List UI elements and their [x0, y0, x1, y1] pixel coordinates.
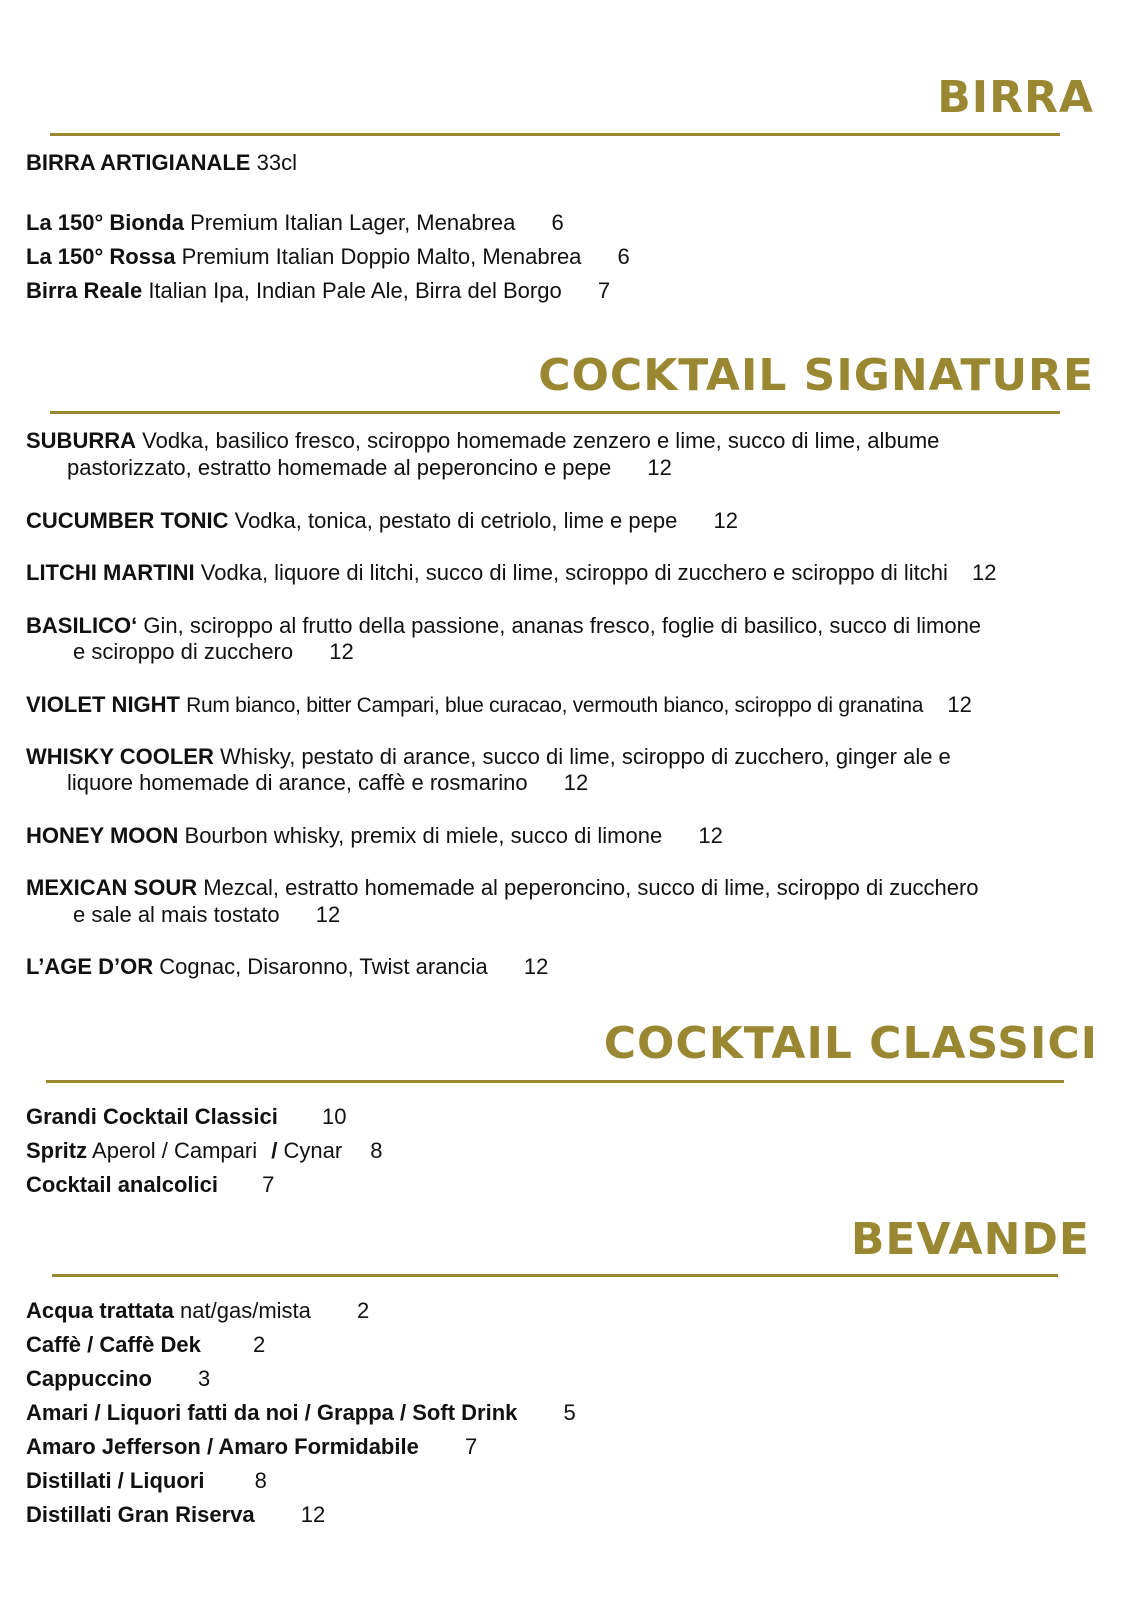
item-desc: Bourbon whisky, premix di miele, succo di limone [184, 823, 663, 848]
item-price: 12 [300, 1502, 326, 1527]
item-desc: Premium Italian Doppio Malto, Menabrea [181, 244, 582, 269]
item-desc: Italian Ipa, Indian Pale Ale, Birra del Borgo [148, 278, 562, 303]
menu-item [26, 823, 723, 849]
item-name: Caffè / Caffè Dek [26, 1332, 201, 1357]
menu-item [26, 244, 630, 270]
item-desc-continued: e sale al mais tostato [73, 902, 280, 927]
menu-item [26, 1468, 267, 1494]
menu-item [26, 1400, 576, 1426]
item-price: 12 [523, 954, 549, 979]
item-name: Amari / Liquori fatti da noi / Grappa / Soft Drink [26, 1400, 518, 1425]
item-name: Spritz [26, 1138, 88, 1163]
item-name: Birra Reale [26, 278, 143, 303]
menu-item [26, 1366, 210, 1392]
item-price: 12 [315, 902, 341, 927]
menu-item [26, 1502, 325, 1528]
menu-item-continuation [73, 902, 340, 928]
item-desc: Vodka, liquore di litchi, succo di lime, sciroppo di zucchero e sciroppo di litchi [200, 560, 948, 585]
item-desc: Rum bianco, bitter Campari, blue curacao, vermouth bianco, sciroppo di granatina [186, 694, 924, 717]
menu-item [26, 428, 939, 454]
menu-item-continuation [67, 770, 588, 796]
menu-item [26, 1172, 274, 1198]
item-desc: Whisky, pestato di arance, succo di lime, sciroppo di zucchero, ginger ale e [219, 744, 951, 769]
section-divider [50, 411, 1060, 414]
item-price: 12 [329, 639, 354, 664]
item-name: Cappuccino [26, 1366, 152, 1391]
item-name: CUCUMBER TONIC [26, 508, 229, 533]
section-title-bevande: BEVANDE [850, 1214, 1090, 1265]
item-name: La 150° Rossa [26, 244, 176, 269]
item-name: HONEY MOON [26, 823, 179, 848]
item-price: 2 [252, 1332, 266, 1357]
item-desc: Aperol / Campari [92, 1138, 258, 1163]
section-title-cocktail-signature: COCKTAIL SIGNATURE [538, 350, 1094, 401]
item-price: 5 [563, 1400, 576, 1425]
item-price: 2 [357, 1298, 370, 1323]
menu-item [26, 692, 972, 718]
item-separator: / [271, 1138, 278, 1163]
menu-item [26, 1104, 346, 1130]
item-name: Grandi Cocktail Classici [26, 1104, 278, 1129]
item-name: Acqua trattata [26, 1298, 174, 1323]
item-name: Cocktail analcolici [26, 1172, 218, 1197]
item-price: 3 [198, 1366, 211, 1391]
item-name: VIOLET NIGHT [26, 692, 180, 717]
subheading-name: BIRRA ARTIGIANALE [26, 150, 251, 175]
item-price: 12 [563, 770, 589, 795]
item-desc-continued: liquore homemade di arance, caffè e rosmarino [67, 770, 528, 795]
item-price: 12 [972, 560, 997, 585]
menu-item [26, 508, 738, 534]
item-name: BASILICO‘ [26, 613, 138, 638]
item-price: 10 [322, 1104, 347, 1129]
menu-item [26, 954, 548, 980]
item-desc: Vodka, basilico fresco, sciroppo homemade zenzero e lime, succo di lime, albume [142, 428, 940, 453]
item-name: LITCHI MARTINI [26, 560, 195, 585]
item-name: L’AGE D’OR [26, 954, 154, 979]
menu-item [26, 1138, 383, 1164]
item-price: 12 [647, 455, 672, 480]
item-price: 12 [713, 508, 738, 533]
item-desc: Premium Italian Lager, Menabrea [190, 210, 516, 235]
menu-item [26, 613, 981, 639]
section-title-cocktail-classici: COCKTAIL CLASSICI [603, 1018, 1098, 1069]
section-divider [52, 1274, 1058, 1277]
item-desc: Gin, sciroppo al frutto della passione, ananas fresco, foglie di basilico, succo di limone [143, 613, 982, 638]
item-name: Distillati / Liquori [26, 1468, 205, 1493]
item-price: 6 [617, 244, 630, 269]
item-desc: Cognac, Disaronno, Twist arancia [159, 954, 488, 979]
item-price: 12 [698, 823, 723, 848]
item-name: La 150° Bionda [26, 210, 184, 235]
section-divider [50, 133, 1060, 136]
menu-item [26, 210, 564, 236]
item-desc: Mezcal, estratto homemade al peperoncino, succo di lime, sciroppo di zucchero [203, 875, 979, 900]
item-name: SUBURRA [26, 428, 136, 453]
item-desc: Vodka, tonica, pestato di cetriolo, lime e pepe [234, 508, 678, 533]
menu-item [26, 1332, 265, 1358]
subheading-detail: 33cl [256, 150, 297, 175]
item-desc-alt: Cynar [283, 1138, 343, 1163]
item-desc: nat/gas/mista [180, 1298, 311, 1323]
item-price: 12 [947, 692, 972, 717]
menu-item [26, 1434, 477, 1460]
menu-item [26, 560, 997, 586]
section-divider [46, 1080, 1064, 1083]
menu-item [26, 875, 979, 901]
beer-subheading [26, 150, 297, 176]
item-name: WHISKY COOLER [26, 744, 214, 769]
item-desc-continued: e sciroppo di zucchero [73, 639, 294, 664]
item-price: 7 [262, 1172, 275, 1197]
item-name: MEXICAN SOUR [26, 875, 198, 900]
menu-item [26, 278, 610, 304]
menu-item [26, 1298, 369, 1324]
item-name: Distillati Gran Riserva [26, 1502, 255, 1527]
section-title-birra: BIRRA [937, 72, 1094, 123]
menu-item [26, 744, 951, 770]
item-price: 7 [464, 1434, 478, 1459]
item-price: 7 [597, 278, 611, 303]
item-price: 8 [254, 1468, 267, 1493]
menu-item-continuation [73, 639, 354, 665]
menu-item-continuation [67, 455, 672, 481]
item-price: 8 [370, 1138, 383, 1163]
item-desc-continued: pastorizzato, estratto homemade al peperoncino e pepe [67, 455, 612, 480]
item-price: 6 [551, 210, 564, 235]
item-name: Amaro Jefferson / Amaro Formidabile [26, 1434, 419, 1459]
